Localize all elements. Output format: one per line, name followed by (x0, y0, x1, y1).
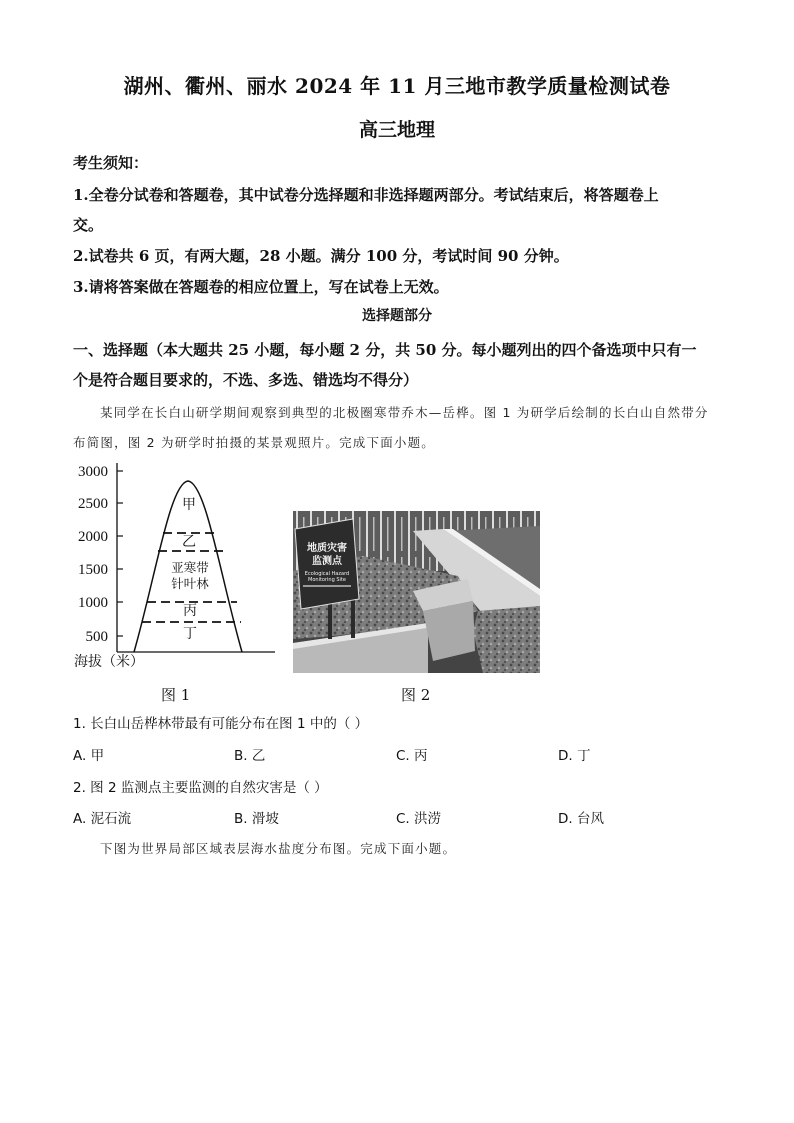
y-tick-label: 500 (85, 629, 108, 645)
figure-2-photo (293, 511, 540, 673)
group-1-intro-line-2: 布简图，图 2 为研学时拍摄的某景观照片。完成下面小题。 (73, 435, 436, 450)
figure-1-zonation-diagram (70, 455, 285, 670)
sign-english-line-2: Monitoring Site (308, 577, 346, 583)
sign-title-line-1: 地质灾害 (307, 543, 347, 554)
y-tick-label: 2000 (78, 529, 108, 545)
notice-item-1-line-2: 交。 (73, 216, 104, 234)
y-tick-label: 1500 (78, 562, 108, 578)
zone-label-bing: 丙 (183, 603, 197, 619)
y-tick-label: 3000 (78, 464, 108, 480)
figure-1-caption: 图 1 (161, 686, 191, 704)
y-tick-label: 1000 (78, 595, 108, 611)
question-1-option-c: C. 丙 (396, 748, 428, 764)
sign-english-line-1: Ecological Hazard (304, 571, 350, 577)
exam-subtitle: 高三地理 (358, 119, 435, 141)
notice-heading: 考生须知： (73, 154, 149, 172)
zone-label-yi: 乙 (182, 534, 196, 550)
zone-label-subarctic: 亚寒带 (171, 560, 209, 575)
exam-title: 湖州、衢州、丽水 2024 年 11 月三地市教学质量检测试卷 (123, 74, 671, 98)
question-1-stem: 1. 长白山岳桦林带最有可能分布在图 1 中的（ ） (73, 716, 369, 732)
question-2-option-d: D. 台风 (558, 811, 604, 827)
y-tick-label: 2500 (78, 496, 108, 512)
group-1-intro-line-1: 某同学在长白山研学期间观察到典型的北极圈寒带乔木—岳桦。图 1 为研学后绘制的长白山自然带分 (100, 405, 709, 420)
part-one-instructions-line-1: 一、选择题（本大题共 25 小题，每小题 2 分，共 50 分。每小题列出的四个备选项中只有一 (73, 341, 697, 359)
part-one-instructions-line-2: 个是符合题目要求的，不选、多选、错选均不得分） (73, 371, 419, 389)
zone-label-jia: 甲 (182, 497, 196, 513)
section-title: 选择题部分 (362, 308, 432, 324)
zone-label-ding: 丁 (183, 626, 197, 642)
notice-item-1-line-1: 1.全卷分试卷和答题卷，其中试卷分选择题和非选择题两部分。考试结束后，将答题卷上 (73, 186, 659, 204)
zone-label-coniferous: 针叶林 (171, 576, 209, 591)
question-2-stem: 2. 图 2 监测点主要监测的自然灾害是（ ） (73, 780, 328, 796)
question-1-option-d: D. 丁 (558, 748, 591, 764)
question-2-option-a: A. 泥石流 (73, 811, 132, 827)
y-axis-label: 海拔（米） (74, 654, 144, 670)
notice-item-2: 2.试卷共 6 页，有两大题，28 小题。满分 100 分，考试时间 90 分钟。 (73, 247, 569, 265)
sign-title-line-2: 监测点 (312, 556, 342, 567)
figure-2-caption: 图 2 (401, 686, 431, 704)
question-2-option-c: C. 洪涝 (396, 811, 442, 827)
question-1-option-a: A. 甲 (73, 748, 105, 764)
question-2-option-b: B. 滑坡 (234, 811, 279, 827)
group-2-intro: 下图为世界局部区域表层海水盐度分布图。完成下面小题。 (100, 841, 457, 856)
notice-item-3: 3.请将答案做在答题卷的相应位置上，写在试卷上无效。 (73, 278, 449, 296)
question-1-option-b: B. 乙 (234, 748, 266, 764)
